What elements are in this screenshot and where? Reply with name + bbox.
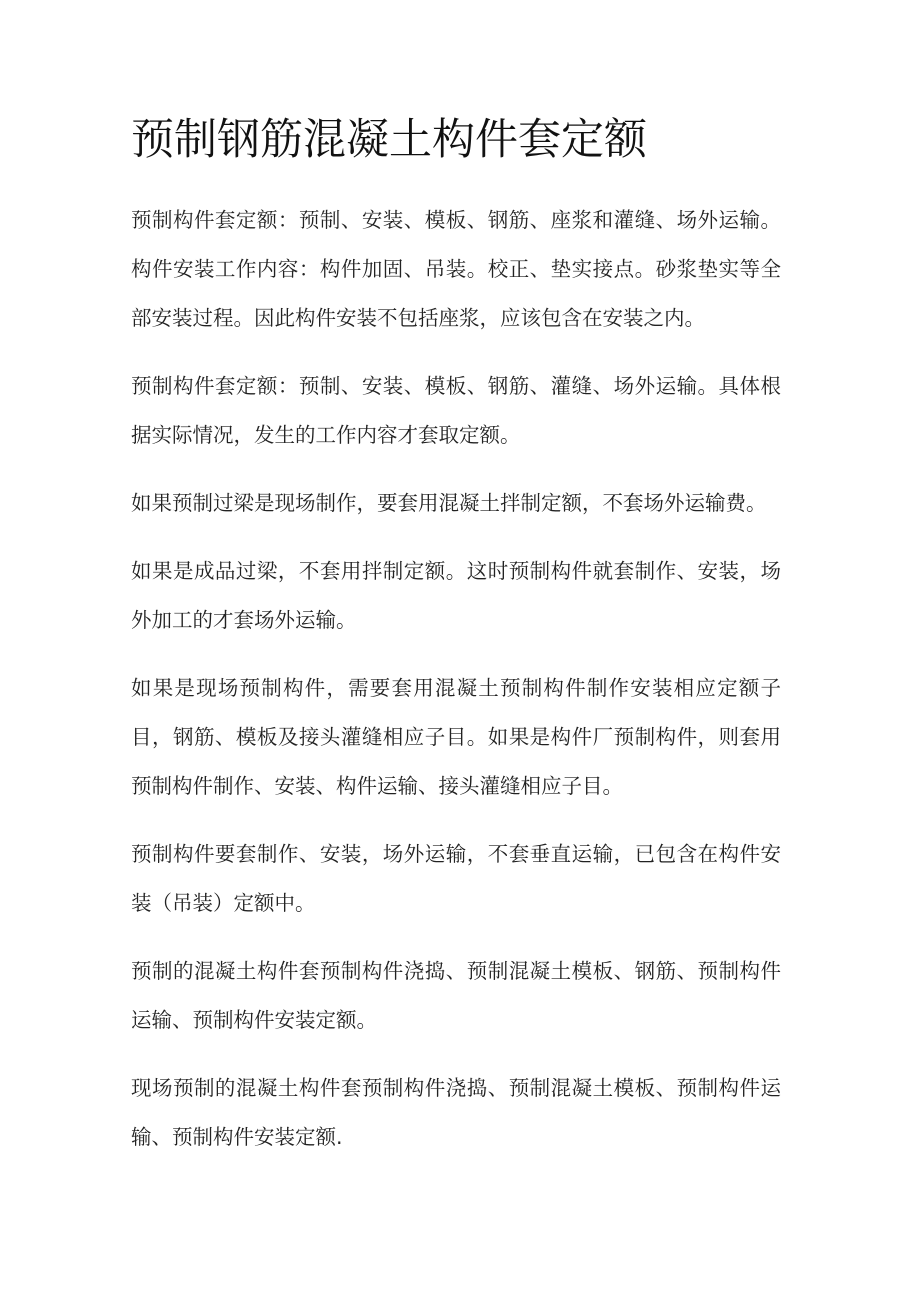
paragraph: 如果是成品过梁，不套用拌制定额。这时预制构件就套制作、安装，场外加工的才套场外运输。 — [131, 559, 781, 632]
paragraph: 现场预制的混凝土构件套预制构件浇捣、预制混凝土模板、预制构件运输、预制构件安装定额. — [131, 1076, 781, 1149]
document-title: 预制钢筋混凝土构件套定额 — [131, 115, 647, 165]
paragraph: 预制构件套定额：预制、安装、模板、钢筋、座浆和灌缝、场外运输。构件安装工作内容：构件加固、吊装。校正、垫实接点。砂浆垫实等全部安装过程。因此构件安装不包括座浆，应该包含在安装之内。 — [131, 208, 781, 330]
document-body — [131, 196, 781, 1181]
paragraph: 如果是现场预制构件，需要套用混凝土预制构件制作安装相应定额子目，钢筋、模板及接头灌缝相应子目。如果是构件厂预制构件，则套用预制构件制作、安装、构件运输、接头灌缝相应子目。 — [131, 676, 781, 798]
paragraph: 预制构件要套制作、安装，场外运输，不套垂直运输，已包含在构件安装（吊装）定额中。 — [131, 842, 781, 915]
paragraph: 预制的混凝土构件套预制构件浇捣、预制混凝土模板、钢筋、预制构件运输、预制构件安装定额。 — [131, 959, 781, 1032]
paragraph: 如果预制过梁是现场制作，要套用混凝土拌制定额，不套场外运输费。 — [131, 491, 767, 515]
paragraph: 预制构件套定额：预制、安装、模板、钢筋、灌缝、场外运输。具体根据实际情况，发生的工作内容才套取定额。 — [131, 374, 781, 447]
